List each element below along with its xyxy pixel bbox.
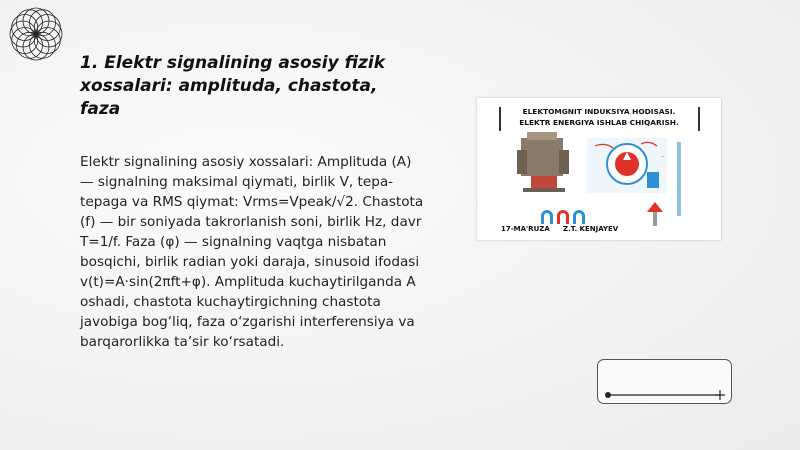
media-player-control[interactable] <box>597 359 732 404</box>
svg-text:~: ~ <box>661 154 665 159</box>
play-dot-icon[interactable] <box>605 392 611 398</box>
thumbnail-heading <box>477 106 721 128</box>
thumbnail-lecture-number: 17-MA'RUZA <box>501 225 550 233</box>
slide-body-text: Elektr signalining asosiy xossalari: Amplituda (A) — signalning maksimal qiymati, birlik V, tepa-tepaga va RMS qiymat: Vrms=Vpeak/√2. Chastota (f) — bir soniyada takrorlanish soni, birlik Hz, davr T=1/f. Faza (φ) — signalning vaqtga nisbatan bosqichi, birlik radian yoki daraja, sinusoid ifodasi v(t)=A·sin(2πft+φ). Amplituda kuchaytirilganda A oshadi, chastota kuchaytirgichning chastota javobiga bog‘liq, faza o‘zgarishi interferensiya va barqarorlikka ta’sir ko‘rsatadi. <box>80 154 424 350</box>
crosshair-icon[interactable] <box>715 390 725 400</box>
slide-title: 1. Elektr signalining asosiy fizik xossalari: amplituda, chastota, faza <box>80 53 385 119</box>
thumbnail-author: Z.T. KENJAYEV <box>563 225 619 233</box>
lecture-thumbnail-image[interactable] <box>477 98 721 240</box>
thumbnail-heading-line-1: ELEKTOMGNIT INDUKSIYA HODISASI. <box>522 107 676 116</box>
thumbnail-heading-line-2: ELEKTR ENERGIYA ISHLAB CHIQARISH. <box>519 118 679 127</box>
rosette-logo <box>4 2 68 66</box>
